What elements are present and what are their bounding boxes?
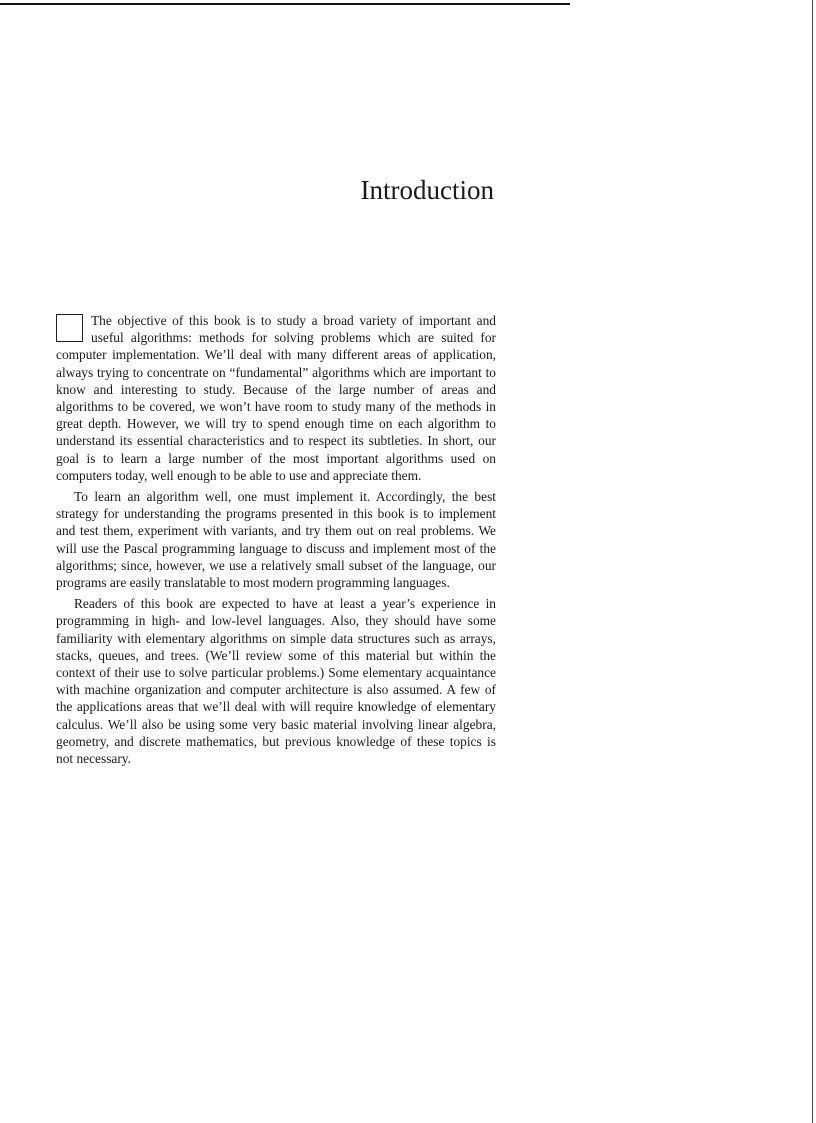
chapter-title: Introduction bbox=[360, 175, 494, 205]
top-rule bbox=[0, 3, 570, 5]
paragraph-implementation: To learn an algorithm well, one must implement it. Accordingly, the best strategy for understanding the programs presented in this book is to implement and test them, experiment with variants, and try them out on real problems. We will use the Pascal programming language to discuss and implement most of the algorithms; since, however, we use a relatively small subset of the language, our programs are easily translatable to most modern programming languages. bbox=[56, 489, 496, 591]
paragraph-intro-text: The objective of this book is to study a broad variety of important and useful algorithms: methods for solving problems which are suited for computer implementation. We’ll deal with many different areas of application, always trying to concentrate on “fundamental” algorithms which are important to know and interesting to study. Because of the large number of areas and algorithms to be covered, we won’t have room to study many of the methods in great depth. However, we will try to spend enough time on each algorithm to understand its essential characteristics and to respect its subtleties. In short, our goal is to learn a large number of the most important algorithms used on computers today, well enough to be able to use and appreciate them. bbox=[56, 313, 496, 483]
drop-cap-box bbox=[56, 314, 83, 342]
paragraph-intro bbox=[56, 312, 496, 484]
chapter-body bbox=[56, 312, 496, 771]
paragraph-prerequisites: Readers of this book are expected to have at least a year’s experience in programming in high- and low-level languages. Also, they should have some familiarity with elementary algorithms on simple data structures such as arrays, stacks, queues, and trees. (We’ll review some of this material but within the context of their use to solve particular problems.) Some elementary acquaintance with machine organization and computer architecture is also assumed. A few of the applications areas that we’ll deal with will require knowledge of elementary calculus. We’ll also be using some very basic material involving linear algebra, geometry, and discrete mathematics, but previous knowledge of these topics is not necessary. bbox=[56, 596, 496, 767]
page-edge-line bbox=[812, 0, 813, 1123]
